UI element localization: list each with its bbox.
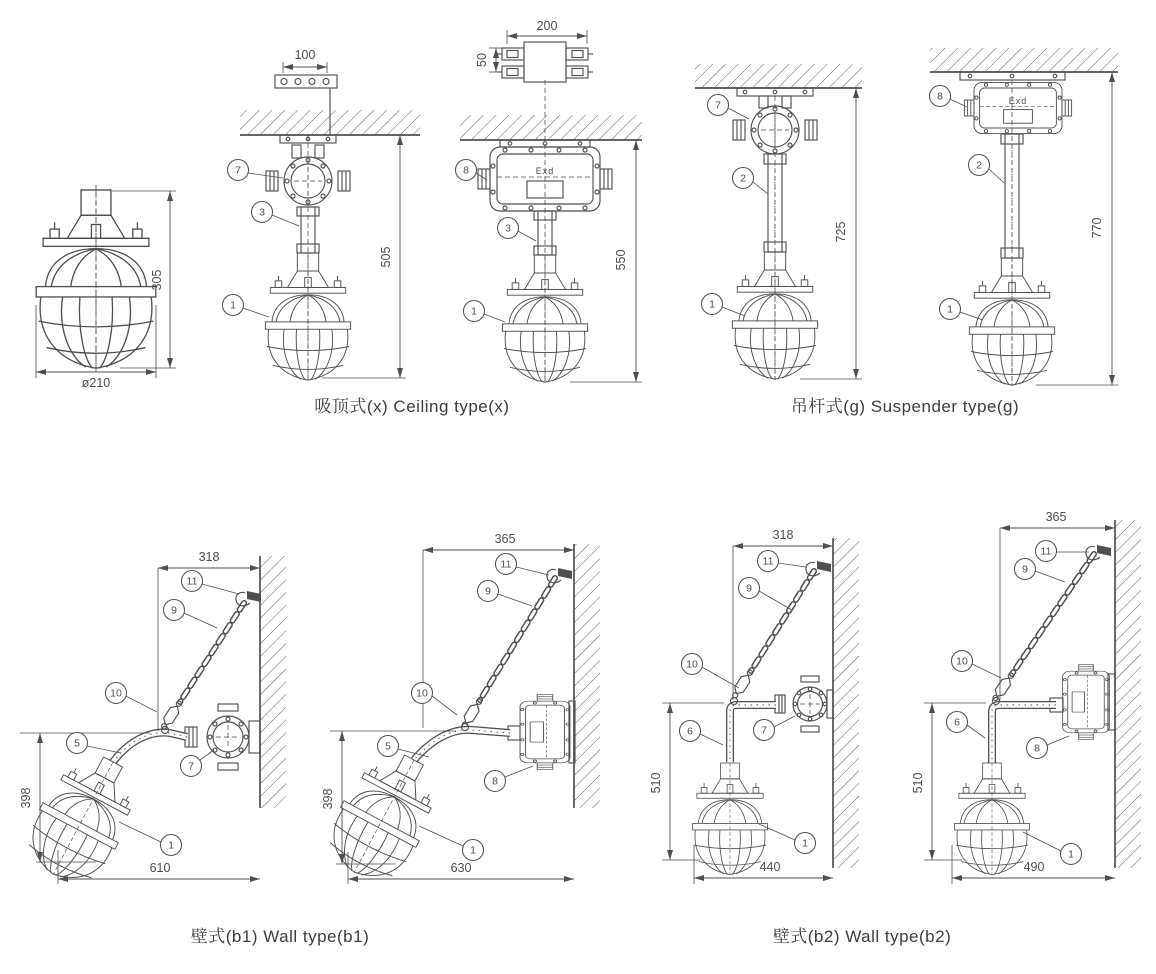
callout-label: 7 [188, 760, 194, 773]
junction-box-label: Exd [535, 166, 555, 176]
dim-top-offset: 365 [1045, 510, 1067, 524]
ceiling-hatch [695, 64, 862, 88]
caption-ceiling-type: 吸顶式(x) Ceiling type(x) [314, 397, 510, 416]
callout-label: 9 [171, 604, 177, 617]
callout-label: 6 [954, 716, 960, 729]
connecting-pipe [297, 207, 319, 253]
dim-clamp-width: 200 [536, 19, 558, 33]
callout-label: 9 [485, 585, 491, 598]
leader-line [728, 108, 749, 119]
callout-label: 11 [500, 558, 512, 571]
dim-drop-height: 398 [321, 788, 335, 810]
callout-3 [252, 202, 273, 223]
callout-3 [498, 218, 519, 239]
callout-8 [1027, 738, 1048, 759]
ceiling-hatch [460, 115, 642, 140]
callout-label: 5 [385, 740, 391, 753]
mounting-pipe [992, 705, 1056, 763]
leader-line [119, 822, 161, 842]
lamp-guard [36, 190, 156, 368]
callout-5 [67, 733, 88, 754]
callout-7 [228, 160, 249, 181]
dim-drop-height: 510 [911, 772, 925, 794]
callout-label: 2 [740, 172, 746, 185]
leader-line [759, 591, 792, 610]
dim-reach: 440 [759, 860, 781, 874]
leader-line [505, 766, 533, 777]
figure-lamp-front-view [36, 185, 176, 390]
callout-8 [485, 771, 506, 792]
callout-label: 7 [715, 99, 721, 112]
callout-label: 1 [709, 298, 715, 311]
callout-11 [758, 551, 779, 572]
leader-line [1047, 736, 1069, 745]
callout-label: 1 [230, 299, 236, 312]
figure-suspender-type-a [695, 64, 862, 380]
dim-overall-height: 725 [834, 221, 848, 243]
leader-line [1035, 571, 1065, 582]
wall-hatch [574, 544, 600, 808]
callout-label: 11 [186, 575, 198, 588]
callout-1 [795, 833, 816, 854]
callout-6 [947, 712, 968, 733]
dim-lamp-diameter: ø210 [81, 376, 111, 390]
callout-label: 9 [746, 582, 752, 595]
callout-10 [106, 683, 127, 704]
ceiling-hatch [930, 48, 1118, 72]
callout-label: 8 [1034, 742, 1040, 755]
callout-label: 8 [937, 90, 943, 103]
callout-label: 1 [1068, 848, 1074, 861]
callout-9 [1015, 559, 1036, 580]
leader-line [972, 664, 1001, 678]
leader-line [419, 826, 463, 846]
leader-line [753, 182, 768, 194]
dim-overall-height: 770 [1090, 217, 1104, 239]
callout-7 [754, 720, 775, 741]
callout-label: 8 [463, 164, 469, 177]
leader-line [432, 696, 457, 715]
leader-line [778, 563, 806, 567]
callout-label: 10 [416, 687, 428, 700]
callout-6 [680, 721, 701, 742]
dim-lamp-height: 305 [150, 269, 164, 291]
leader-line [1023, 832, 1061, 851]
leader-line [967, 725, 985, 738]
wall-hatch [260, 556, 286, 808]
callout-1 [161, 835, 182, 856]
leader-line [202, 584, 239, 594]
leader-line [518, 231, 536, 241]
dim-top-offset: 318 [198, 550, 220, 564]
junction-box-label: Exd [1008, 96, 1028, 106]
callout-label: 6 [687, 725, 693, 738]
dim-reach: 630 [450, 861, 472, 875]
junction-box-rect-wall [1063, 664, 1110, 739]
dim-overall-height: 505 [379, 246, 393, 268]
callout-label: 7 [235, 164, 241, 177]
leader-line [700, 734, 723, 745]
leader-line [516, 567, 549, 575]
callout-11 [1036, 541, 1057, 562]
callout-9 [164, 600, 185, 621]
callout-label: 10 [110, 687, 122, 700]
leader-line [484, 314, 505, 322]
leader-line [87, 746, 121, 753]
callout-10 [412, 683, 433, 704]
callout-11 [182, 571, 203, 592]
callout-10 [952, 651, 973, 672]
beam-clamp [497, 42, 593, 82]
callout-1 [1061, 844, 1082, 865]
leader-line [960, 312, 983, 320]
callout-label: 3 [259, 206, 265, 219]
junction-box-rect [964, 82, 1071, 133]
figure-wall-type-b1-a [16, 550, 286, 894]
figure-ceiling-type-b [456, 19, 643, 383]
figure-wall-type-b2-a [649, 528, 859, 884]
wall-hatch [833, 538, 859, 868]
leader-line [184, 613, 217, 628]
caption-wall-type-b1: 壁式(b1) Wall type(b1) [190, 927, 370, 946]
callout-8 [930, 86, 951, 107]
callout-2 [969, 155, 990, 176]
callout-label: 1 [168, 839, 174, 852]
callout-label: 1 [802, 837, 808, 850]
callout-label: 1 [471, 305, 477, 318]
callout-1 [702, 294, 723, 315]
dimensions [1036, 72, 1118, 385]
figure-suspender-type-b [930, 48, 1119, 386]
junction-box-round [266, 157, 350, 205]
dim-top-offset: 365 [494, 532, 516, 546]
figure-ceiling-type-a [223, 48, 421, 380]
callout-label: 1 [947, 303, 953, 316]
leader-line [702, 667, 739, 688]
leader-line [774, 716, 795, 727]
callout-10 [682, 654, 703, 675]
figure-wall-type-b1-b [317, 532, 600, 892]
callout-label: 8 [492, 775, 498, 788]
caption-suspender-type: 吊杆式(g) Suspender type(g) [790, 397, 1020, 416]
callout-label: 11 [762, 555, 774, 568]
wall-hook [236, 591, 261, 606]
callout-1 [223, 295, 244, 316]
dim-top-offset: 318 [772, 528, 794, 542]
callout-7 [181, 756, 202, 777]
dim-drop-height: 510 [649, 772, 663, 794]
callout-9 [478, 581, 499, 602]
callout-7 [708, 95, 729, 116]
dim-reach: 610 [149, 861, 171, 875]
callout-label: 3 [505, 222, 511, 235]
dim-bracket-width: 100 [294, 48, 316, 62]
dim-clamp-height: 50 [475, 53, 489, 67]
leader-line [989, 169, 1004, 183]
dimensions [475, 19, 642, 382]
figure-wall-type-b2-b [911, 510, 1141, 884]
callout-label: 10 [956, 655, 968, 668]
ceiling-plate [960, 72, 1065, 80]
dim-overall-height: 550 [614, 249, 628, 271]
leader-line [126, 696, 157, 712]
lamp-guard [955, 763, 1030, 875]
callout-11 [496, 554, 517, 575]
callout-label: 9 [1022, 563, 1028, 576]
callout-5 [378, 736, 399, 757]
callout-label: 7 [761, 724, 767, 737]
lamp-guard [16, 742, 151, 894]
callout-2 [733, 168, 754, 189]
leader-line [272, 215, 299, 226]
wall-hatch [1115, 520, 1141, 868]
callout-label: 1 [470, 844, 476, 857]
callout-1 [463, 840, 484, 861]
callout-1 [940, 299, 961, 320]
callout-label: 11 [1040, 545, 1052, 558]
dim-reach: 490 [1023, 860, 1045, 874]
leader-line [243, 308, 269, 317]
callout-8 [456, 160, 477, 181]
dimensions [36, 191, 176, 390]
junction-box-round-wall [775, 676, 833, 732]
dim-drop-height: 398 [19, 787, 33, 809]
lamp-guard [317, 740, 452, 892]
lamp-guard [693, 763, 768, 875]
callout-label: 10 [686, 658, 698, 671]
junction-box-rect-wall [520, 694, 570, 769]
callout-label: 5 [74, 737, 80, 750]
callout-1 [464, 301, 485, 322]
callout-label: 2 [976, 159, 982, 172]
leader-line [200, 750, 214, 760]
callout-9 [739, 578, 760, 599]
caption-wall-type-b2: 壁式(b2) Wall type(b2) [772, 927, 952, 946]
leader-line [498, 594, 532, 606]
